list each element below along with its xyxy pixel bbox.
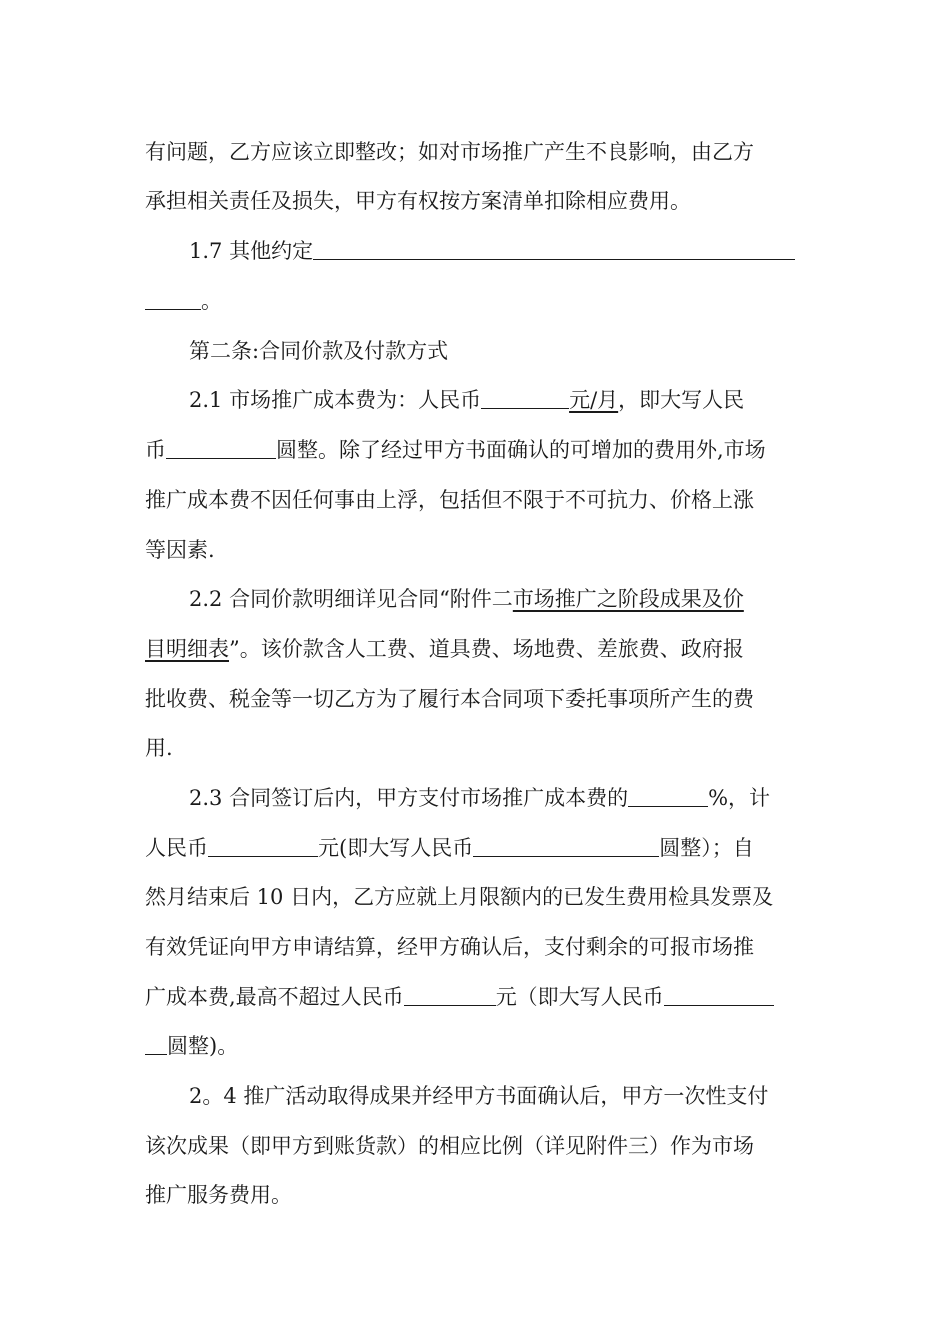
fill-blank[interactable] xyxy=(473,836,659,857)
fill-blank[interactable] xyxy=(145,289,201,310)
text-line: 承担相关责任及损失，甲方有权按方案清单扣除相应费用。 xyxy=(145,189,691,213)
fill-blank[interactable] xyxy=(208,836,318,857)
text-line: 圆整)。 xyxy=(145,1031,238,1061)
text-line: 等因素. xyxy=(145,538,215,562)
text-line: 人民币 元(即大写人民币 圆整）；自 xyxy=(145,836,754,860)
text-line: 币 圆整。除了经过甲方书面确认的可增加的费用外,市场 xyxy=(145,438,766,462)
text-line: 批收费、税金等一切乙方为了履行本合同项下委托事项所产生的费 xyxy=(145,687,754,711)
section-heading: 第二条:合同价款及付款方式 xyxy=(189,339,449,363)
text-line: 目明细表”。该价款含人工费、道具费、场地费、差旅费、政府报 xyxy=(145,637,744,661)
fill-blank[interactable] xyxy=(664,985,774,1006)
fill-blank[interactable] xyxy=(404,985,496,1006)
clause-2-1: 2.1 市场推广成本费为：人民币 元/月，即大写人民 xyxy=(189,388,745,412)
fill-blank[interactable] xyxy=(145,1034,167,1055)
clause-2-3: 2.3 合同签订后内，甲方支付市场推广成本费的 %，计 xyxy=(189,786,771,810)
text-line: 推广成本费不因任何事由上浮，包括但不限于不可抗力、价格上涨 xyxy=(145,488,754,512)
text-line: 。 xyxy=(145,286,222,316)
fill-blank[interactable] xyxy=(166,438,276,459)
text-line: 该次成果（即甲方到账货款）的相应比例（详见附件三）作为市场 xyxy=(145,1134,754,1158)
text-line: 然月结束后 10 日内，乙方应就上月限额内的已发生费用检具发票及 xyxy=(145,885,774,909)
fill-blank[interactable] xyxy=(628,786,708,807)
clause-2-2: 2.2 合同价款明细详见合同“附件二市场推广之阶段成果及价 xyxy=(189,587,744,611)
clause-2-4: 2。4 推广活动取得成果并经甲方书面确认后，甲方一次性支付 xyxy=(189,1084,769,1108)
text-line: 用. xyxy=(145,736,173,760)
text-line: 有效凭证向甲方申请结算，经甲方确认后，支付剩余的可报市场推 xyxy=(145,935,754,959)
text-line: 广成本费,最高不超过人民币 元（即大写人民币 xyxy=(145,982,774,1012)
text-line: 推广服务费用。 xyxy=(145,1183,292,1207)
clause-1-7: 1.7 其他约定 xyxy=(189,236,795,266)
text-line: 有问题，乙方应该立即整改；如对市场推广产生不良影响，由乙方 xyxy=(145,140,754,164)
fill-blank[interactable] xyxy=(481,388,569,409)
fill-blank[interactable] xyxy=(313,239,795,260)
